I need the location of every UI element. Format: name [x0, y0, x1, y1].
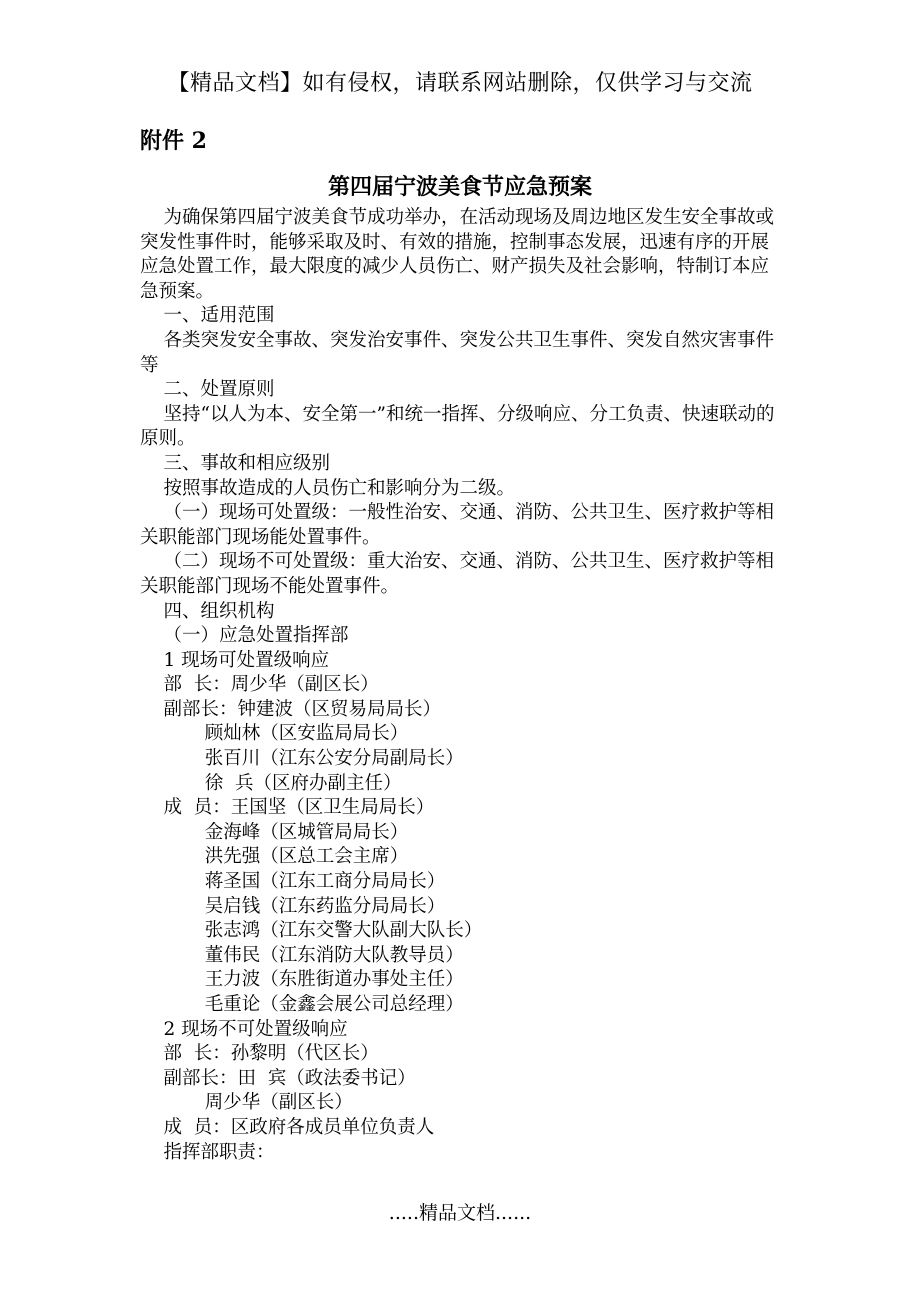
list-item: 副部长：钟建波（区贸易局局长）: [140, 698, 442, 720]
list-item: 部 长：孙黎明（代区长）: [140, 1043, 379, 1065]
list-item: 指挥部职责：: [140, 1141, 275, 1163]
list-item: 王力波（东胜街道办事处主任）: [140, 969, 464, 991]
document-title: 第四届宁波美食节应急预案: [327, 174, 592, 200]
list-item: 吴启钱（江东药监分局局长）: [140, 895, 446, 917]
list-item: 洪先强（区总工会主席）: [140, 846, 409, 868]
header-banner: 【精品文档】如有侵权，请联系网站删除，仅供学习与交流: [167, 71, 753, 96]
document-body: [140, 206, 785, 1165]
list-item: 1 现场可处置级响应: [140, 649, 330, 671]
list-item: 张志鸿（江东交警大队副大队长）: [140, 920, 483, 942]
list-item: 蒋圣国（江东工商分局局长）: [140, 871, 446, 893]
list-item: 副部长：田 宾（政法委书记）: [140, 1067, 416, 1089]
list-item: 成 员：区政府各成员单位负责人: [140, 1116, 435, 1138]
list-item: 徐 兵（区府办副主任）: [140, 772, 402, 794]
subsection-heading: （一）应急处置指挥部: [140, 625, 349, 647]
paragraph: 按照事故造成的人员伤亡和影响分为二级。: [140, 477, 516, 499]
list-item: 顾灿林（区安监局局长）: [140, 723, 409, 745]
list-item: 张百川（江东公安分局副局长）: [140, 748, 464, 770]
intro-paragraph: 为确保第四届宁波美食节成功举办，在活动现场及周边地区发生安全事故或突发性事件时，能够采取及时、有效的措施，控制事态发展，迅速有序的开展应急处置工作，最大限度的减少人员伤亡、财产损失及社会影响，特制订本应急预案。: [140, 207, 775, 302]
paragraph: （一）现场可处置级：一般性治安、交通、消防、公共卫生、医疗救护等相关职能部门现场能处置事件。: [140, 502, 775, 548]
section-heading: 二、处置原则: [140, 379, 275, 401]
section-heading: 四、组织机构: [140, 600, 275, 622]
footer-watermark: .....精品文档......: [388, 1202, 532, 1224]
paragraph: （二）现场不可处置级：重大治安、交通、消防、公共卫生、医疗救护等相关职能部门现场不能处置事件。: [140, 551, 775, 597]
list-item: 2 现场不可处置级响应: [140, 1018, 348, 1040]
list-item: 成 员：王国坚（区卫生局局长）: [140, 797, 435, 819]
paragraph: 各类突发安全事故、突发治安事件、突发公共卫生事件、突发自然灾害事件等: [140, 329, 775, 376]
paragraph: 坚持“以人为本、安全第一”和统一指挥、分级响应、分工负责、快速联动的原则。: [140, 403, 775, 450]
list-item: 金海峰（区城管局局长）: [140, 821, 409, 843]
section-heading: 一、适用范围: [140, 305, 275, 327]
section-heading: 三、事故和相应级别: [140, 452, 331, 474]
list-item: 周少华（副区长）: [140, 1092, 353, 1114]
attachment-label: 附件 2: [140, 128, 207, 154]
list-item: 董伟民（江东消防大队教导员）: [140, 944, 464, 966]
list-item: 部 长：周少华（副区长）: [140, 674, 379, 696]
list-item: 毛重论（金鑫会展公司总经理）: [140, 994, 464, 1015]
